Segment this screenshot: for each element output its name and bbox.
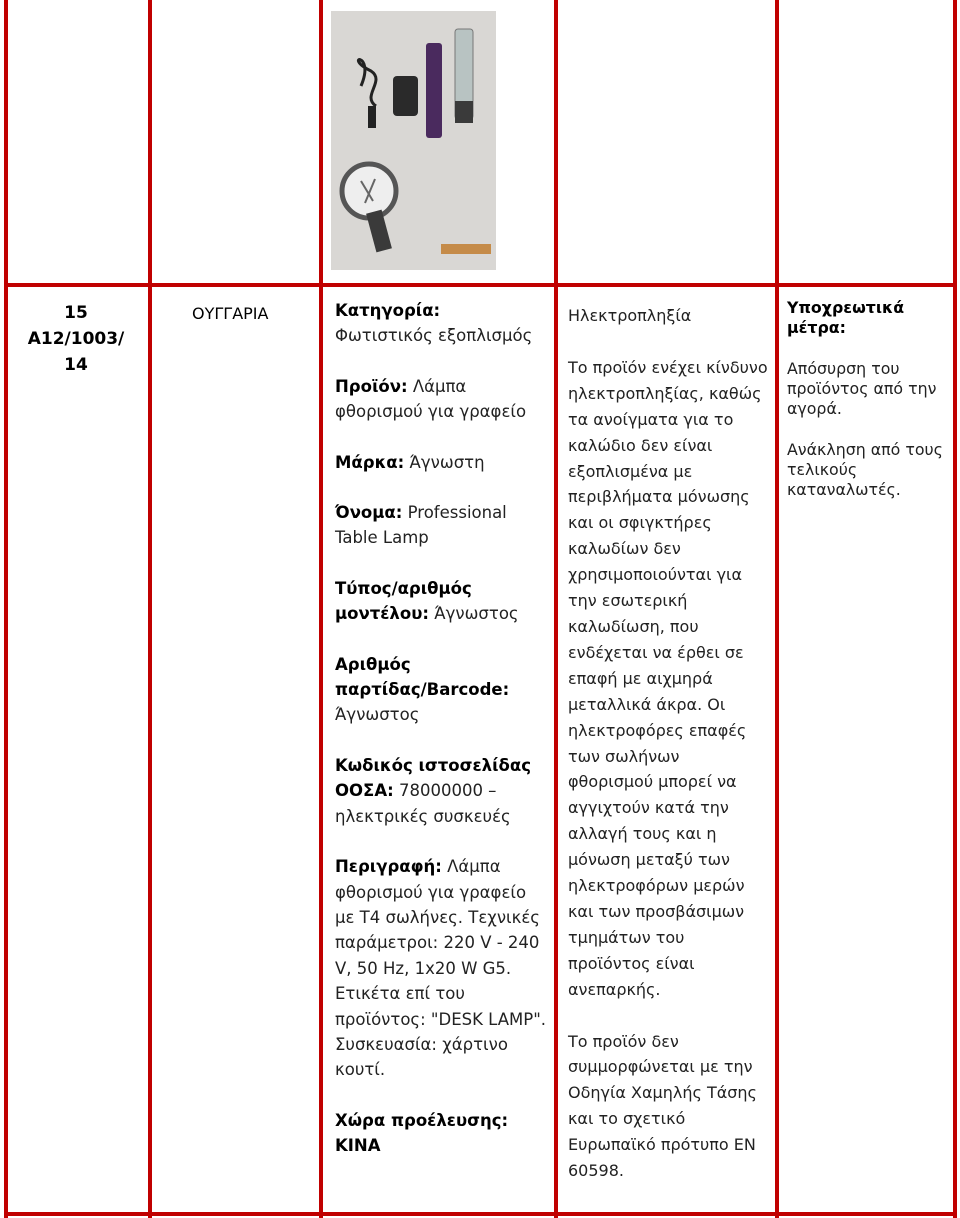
brand-value: Άγνωστη — [409, 452, 485, 472]
risk-text-2: Το προϊόν δεν συμμορφώνεται με την Οδηγία Χαμηλής Τάσης και το σχετικό Ευρωπαϊκό πρότυπο EN 60598. — [568, 1031, 757, 1181]
risk-description — [568, 303, 768, 1210]
product-description — [335, 298, 550, 1184]
row-id — [8, 300, 144, 378]
border-col2 — [319, 0, 323, 1218]
measures — [787, 298, 952, 521]
origin-label: Χώρα προέλευσης: — [335, 1110, 509, 1130]
batch-value: Άγνωστος — [335, 705, 420, 725]
risk-text-1: Το προϊόν ενέχει κίνδυνο ηλεκτροπληξίας, καθώς τα ανοίγματα για το καλώδιο δεν είναι εξοπλισμένα με περιβλήματα μόνωσης και οι σφιγκτήρες καλωδίων δεν χρησιμοποιούνται για την εσωτερική καλωδίωση, που ενδέχεται να έρθει σε επαφή με αιχμηρά μεταλλικά άκρα. Οι ηλεκτροφόρες επαφές των σωλήνων φθορισμού μπορεί να αγγιχτούν κατά την αλλαγή τους και η μόνωση μεταξύ των ηλεκτροφόρων μερών και των προσβάσιμων τμημάτων του προϊόντος είναι ανεπαρκής. — [568, 357, 768, 999]
name-value: Professional Table Lamp — [335, 503, 507, 548]
row-number: 15 — [64, 303, 88, 323]
category-value: Φωτιστικός εξοπλισμός — [335, 326, 533, 346]
batch-label: Αριθμός παρτίδας/Barcode: — [335, 654, 510, 700]
border-right — [953, 0, 957, 1218]
description-label: Περιγραφή: — [335, 857, 442, 877]
border-col1 — [148, 0, 152, 1218]
border-bottom — [4, 1212, 957, 1216]
oecd-value: 78000000 – ηλεκτρικές συσκευές — [335, 781, 511, 826]
border-col3 — [554, 0, 558, 1218]
country: ΟΥΓΓΑΡΙΑ — [192, 304, 269, 323]
border-row-mid — [4, 283, 957, 287]
border-col4 — [775, 0, 779, 1218]
measure-item-1: Απόσυρση του προϊόντος από την αγορά. — [787, 359, 937, 418]
oecd-label: Κωδικός ιστοσελίδας ΟΟΣΑ: — [335, 755, 531, 801]
border-left — [4, 0, 8, 1218]
name-label: Όνομα: — [335, 503, 403, 523]
row-ref-line2: 14 — [64, 355, 88, 375]
measure-item-2: Ανάκληση από τους τελικούς καταναλωτές. — [787, 440, 943, 499]
description-value: Λάμπα φθορισμού για γραφείο με T4 σωλήνες. Τεχνικές παράμετροι: 220 V - 240 V, 50 Hz, 1x20 W G5. Ετικέτα επί του προϊόντος: "DESK LAMP". Συσκευασία: χάρτινο κουτί. — [335, 857, 547, 1080]
product-photo — [331, 11, 496, 270]
model-label: Τύπος/αριθμός μοντέλου: — [335, 578, 472, 624]
row-ref-line1: A12/1003/ — [27, 329, 125, 349]
origin-value: ΚΙΝΑ — [335, 1136, 381, 1156]
product-label: Προϊόν: — [335, 376, 408, 396]
category-label: Κατηγορία: — [335, 301, 441, 320]
measures-label: Υποχρεωτικά μέτρα: — [787, 298, 905, 337]
risk-type: Ηλεκτροπληξία — [568, 306, 692, 325]
brand-label: Μάρκα: — [335, 452, 405, 472]
product-value: Λάμπα φθορισμού για γραφείο — [335, 376, 527, 422]
model-value: Άγνωστος — [434, 604, 519, 624]
